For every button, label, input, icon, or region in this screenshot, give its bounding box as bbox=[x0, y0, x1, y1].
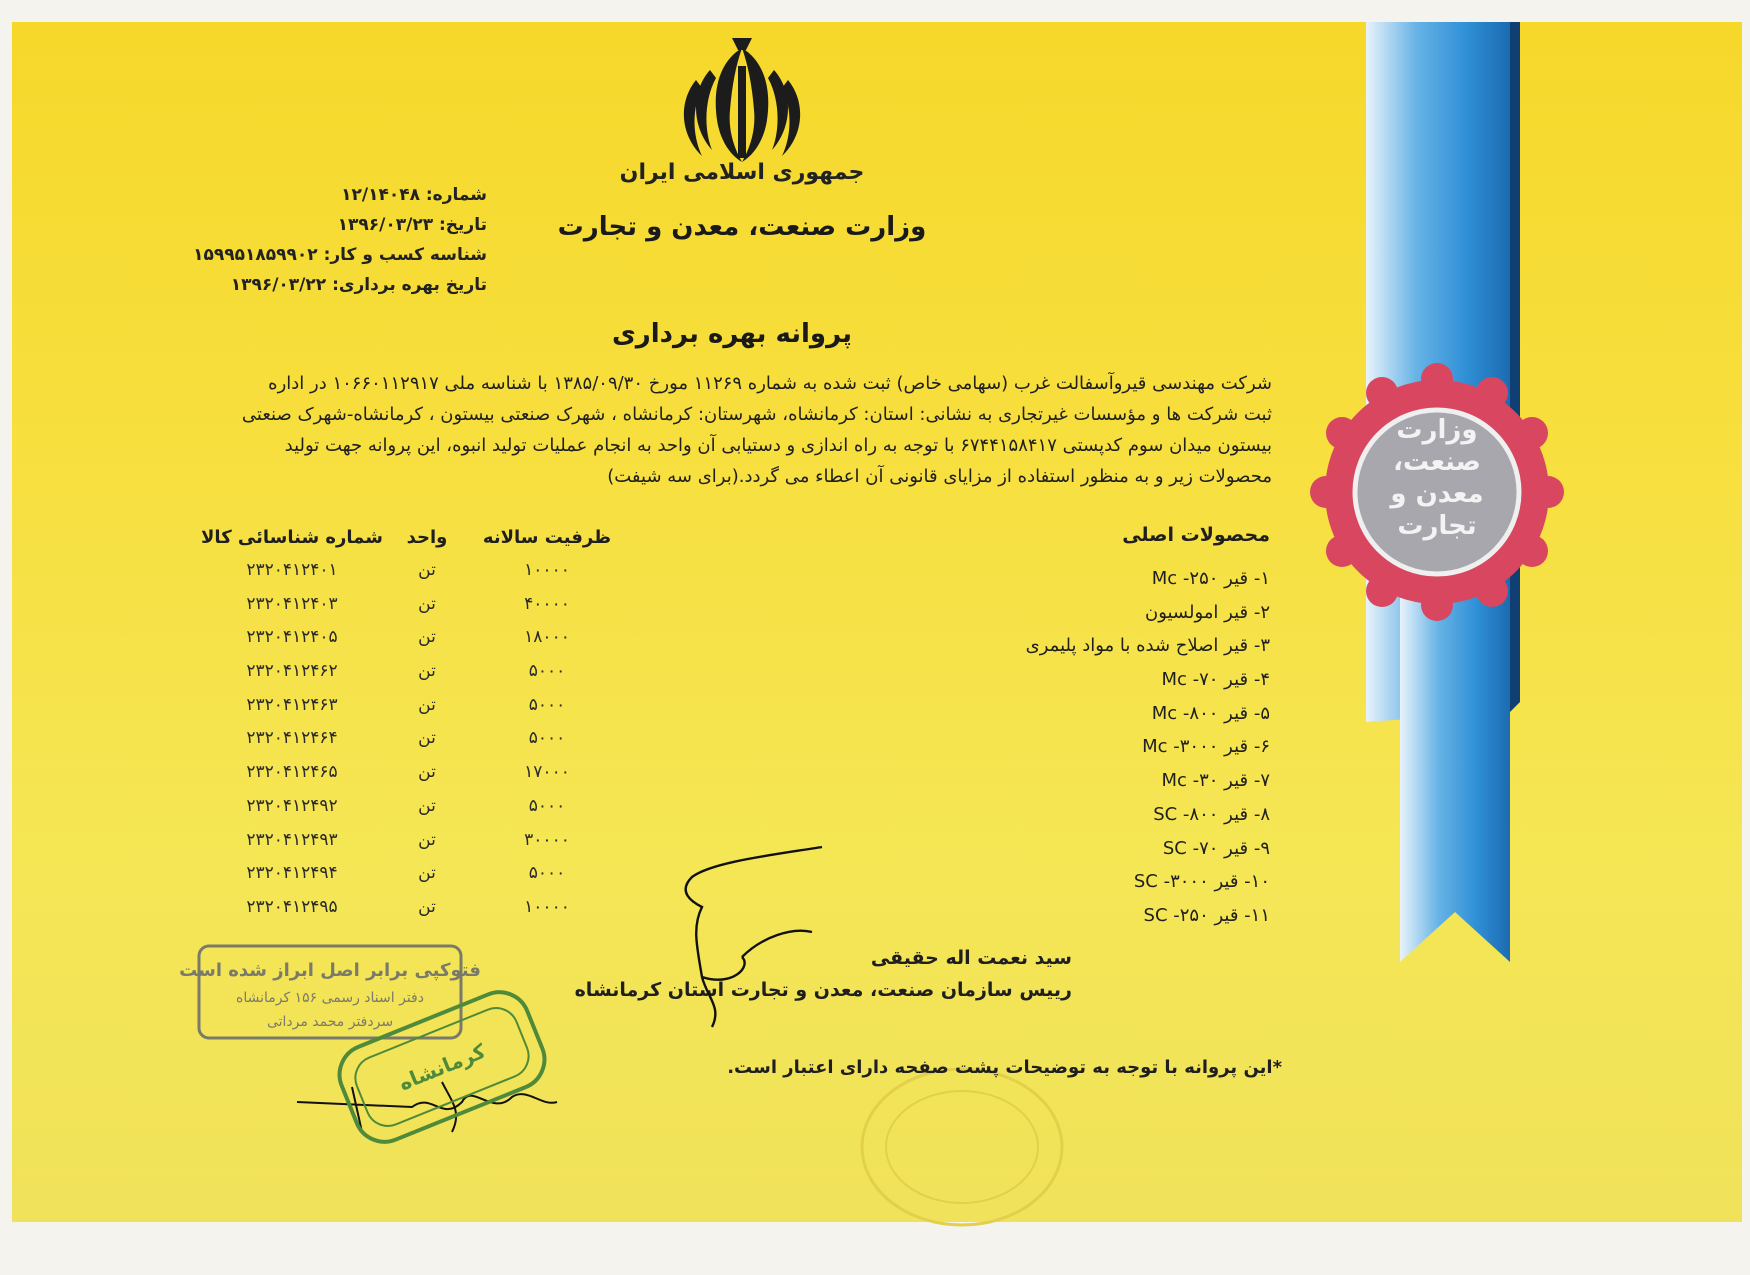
cell-code: ۲۳۲۰۴۱۲۴۶۳ bbox=[246, 694, 338, 715]
table-row bbox=[192, 824, 672, 858]
seal-text-line: وزارت bbox=[1396, 415, 1478, 445]
product-item: ۸- قیر SC -۸۰۰ bbox=[1153, 803, 1270, 825]
meta-value: ۱۲/۱۴۰۴۸ bbox=[341, 185, 420, 205]
product-item: ۲- قیر امولسیون bbox=[1144, 601, 1270, 623]
table-row bbox=[192, 554, 672, 588]
header-unit: واحد bbox=[406, 527, 448, 548]
products-heading: محصولات اصلی bbox=[1122, 524, 1270, 546]
cell-capacity: ۵۰۰۰ bbox=[528, 863, 566, 884]
products-list bbox=[992, 562, 1270, 933]
seal-text-line: صنعت، bbox=[1393, 447, 1481, 477]
cell-unit: تن bbox=[418, 661, 436, 682]
product-item: ۴- قیر Mc -۷۰ bbox=[1161, 669, 1270, 691]
svg-text:کرمانشاه: کرمانشاه bbox=[395, 1038, 489, 1096]
cell-unit: تن bbox=[418, 896, 436, 917]
signer-name: سید نعمت اله حقیقی bbox=[870, 947, 1072, 969]
cell-unit: تن bbox=[418, 627, 436, 648]
body-line: ثبت شرکت ها و مؤسسات غیرتجاری به نشانی: استان: کرمانشاه، شهرستان: کرمانشاه ، شهرک صنعتی بیستون ، کرمانشاه-شهرک صنعتی bbox=[241, 404, 1272, 425]
body-line: بیستون میدان سوم کدپستی ۶۷۴۴۱۵۸۴۱۷ با توجه به راه اندازی و دستیابی آن واحد به انجام عملیات تولید انبوه، این پروانه جهت تولید bbox=[284, 435, 1272, 456]
cell-unit: تن bbox=[418, 863, 436, 884]
cell-code: ۲۳۲۰۴۱۲۴۰۱ bbox=[246, 560, 338, 580]
meta-label: شناسه کسب و کار: bbox=[323, 245, 487, 265]
country-name: جمهوری اسلامی ایران bbox=[619, 160, 865, 185]
seal-text-line: تجارت bbox=[1397, 511, 1477, 541]
iran-emblem-icon bbox=[672, 30, 812, 170]
meta-label: تاریخ: bbox=[439, 215, 487, 235]
capacity-table bbox=[192, 522, 672, 925]
product-item: ۶- قیر Mc -۳۰۰۰ bbox=[1142, 736, 1270, 758]
license-body bbox=[162, 368, 1272, 492]
table-row bbox=[192, 588, 672, 622]
cell-unit: تن bbox=[418, 694, 436, 715]
cell-capacity: ۴۰۰۰۰ bbox=[524, 593, 570, 614]
cell-unit: تن bbox=[418, 762, 436, 783]
header-code: شماره شناسائی کالا bbox=[201, 527, 383, 548]
cell-code: ۲۳۲۰۴۱۲۴۶۲ bbox=[246, 661, 338, 682]
table-row bbox=[192, 857, 672, 891]
meta-value: ۱۳۹۶/۰۳/۲۳ bbox=[337, 215, 434, 235]
cell-unit: تن bbox=[418, 829, 436, 850]
cell-code: ۲۳۲۰۴۱۲۴۶۴ bbox=[246, 728, 338, 749]
cell-unit: تن bbox=[418, 560, 436, 580]
product-item: ۱۰- قیر SC -۳۰۰۰ bbox=[1133, 871, 1270, 893]
table-row bbox=[192, 621, 672, 655]
product-item: ۳- قیر اصلاح شده با مواد پلیمری bbox=[1025, 635, 1270, 657]
table-row bbox=[192, 722, 672, 756]
document-title: پروانه بهره برداری bbox=[611, 319, 853, 349]
cell-code: ۲۳۲۰۴۱۲۴۹۲ bbox=[246, 795, 338, 816]
cell-unit: تن bbox=[418, 795, 436, 816]
cell-capacity: ۵۰۰۰ bbox=[528, 728, 566, 749]
meta-value: ۱۳۹۶/۰۳/۲۲ bbox=[230, 275, 327, 295]
cell-code: ۲۳۲۰۴۱۲۴۰۳ bbox=[246, 593, 338, 614]
svg-text:سردفتر محمد مرداتی: سردفتر محمد مرداتی bbox=[266, 1014, 394, 1030]
cell-code: ۲۳۲۰۴۱۲۴۹۳ bbox=[246, 829, 338, 850]
product-item: ۱۱- قیر SC -۲۵۰ bbox=[1143, 904, 1270, 926]
meta-date bbox=[172, 210, 487, 240]
seal-text bbox=[1377, 414, 1497, 542]
svg-text:دفتر اسناد رسمی ۱۵۶ کرمانشاه: دفتر اسناد رسمی ۱۵۶ کرمانشاه bbox=[236, 990, 424, 1006]
cell-capacity: ۵۰۰۰ bbox=[528, 661, 566, 682]
product-item: ۹- قیر SC -۷۰ bbox=[1162, 837, 1270, 859]
meta-operation-date bbox=[172, 270, 487, 300]
body-line: محصولات زیر و به منظور استفاده از مزایای قانونی آن اعطاء می گردد.(برای سه شیفت) bbox=[607, 466, 1272, 487]
cell-capacity: ۱۷۰۰۰ bbox=[524, 762, 570, 783]
cell-capacity: ۳۰۰۰۰ bbox=[524, 829, 570, 850]
meta-business-id bbox=[172, 240, 487, 270]
body-line: شرکت مهندسی قیروآسفالت غرب (سهامی خاص) ثبت شده به شماره ۱۱۲۶۹ مورخ ۱۳۸۵/۰۹/۳۰ با شناسه ملی ۱۰۶۶۰۱۱۲۹۱۷ در اداره bbox=[268, 373, 1272, 394]
cell-unit: تن bbox=[418, 593, 436, 614]
cell-capacity: ۵۰۰۰ bbox=[528, 795, 566, 816]
signer-title: رییس سازمان صنعت، معدن و تجارت استان کرمانشاه bbox=[574, 979, 1072, 1001]
table-row bbox=[192, 655, 672, 689]
meta-value: ۱۵۹۹۵۱۸۵۹۹۰۲ bbox=[193, 245, 318, 265]
license-certificate bbox=[12, 22, 1742, 1222]
table-row bbox=[192, 689, 672, 723]
cell-code: ۲۳۲۰۴۱۲۴۹۵ bbox=[246, 896, 338, 917]
cell-capacity: ۱۸۰۰۰ bbox=[524, 627, 570, 648]
table-row bbox=[192, 756, 672, 790]
table-row bbox=[192, 790, 672, 824]
cell-unit: تن bbox=[418, 728, 436, 749]
cell-code: ۲۳۲۰۴۱۲۴۶۵ bbox=[246, 762, 338, 783]
product-item: ۷- قیر Mc -۳۰ bbox=[1161, 770, 1270, 792]
meta-number bbox=[172, 180, 487, 210]
table-row bbox=[192, 891, 672, 925]
cell-capacity: ۱۰۰۰۰ bbox=[524, 560, 570, 580]
table-header bbox=[192, 522, 672, 554]
cell-code: ۲۳۲۰۴۱۲۴۹۴ bbox=[246, 863, 338, 884]
svg-text:فتوکپی برابر اصل ابراز شده است: فتوکپی برابر اصل ابراز شده است bbox=[179, 960, 481, 981]
seal-text-line: معدن و bbox=[1390, 479, 1484, 509]
ministry-name: وزارت صنعت، معدن و تجارت bbox=[557, 212, 927, 242]
cell-code: ۲۳۲۰۴۱۲۴۰۵ bbox=[246, 627, 338, 648]
notary-stamp bbox=[322, 992, 562, 1142]
cell-capacity: ۱۰۰۰۰ bbox=[524, 896, 570, 917]
embossed-seal-watermark bbox=[852, 1062, 1072, 1232]
meta-label: تاریخ بهره برداری: bbox=[332, 275, 487, 295]
product-item: ۱- قیر Mc -۲۵۰ bbox=[1151, 568, 1270, 589]
footnote: *این پروانه با توجه به توضیحات پشت صفحه دارای اعتبار است. bbox=[727, 1057, 1282, 1078]
meta-label: شماره: bbox=[425, 185, 487, 205]
header-capacity: ظرفیت سالانه bbox=[482, 527, 612, 548]
cell-capacity: ۵۰۰۰ bbox=[528, 694, 566, 715]
document-meta bbox=[172, 180, 487, 300]
signature-icon bbox=[672, 837, 852, 1037]
product-item: ۵- قیر Mc -۸۰۰ bbox=[1151, 702, 1270, 724]
